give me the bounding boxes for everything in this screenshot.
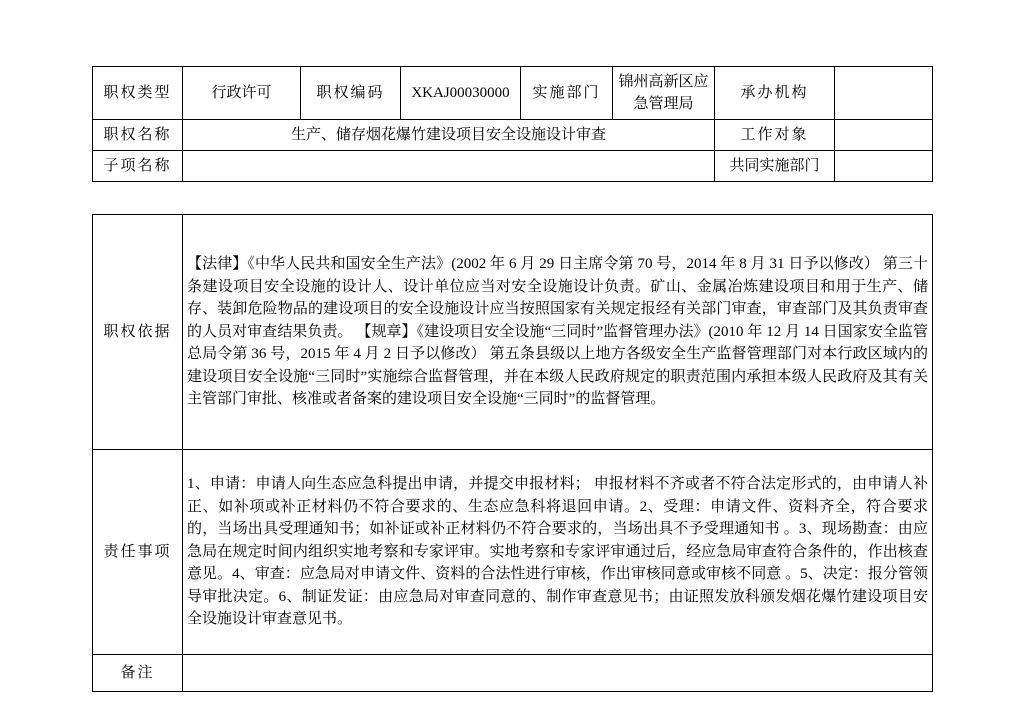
table-row-authority-name (93, 120, 933, 151)
label-remark: 备注 (93, 655, 183, 692)
label-sub-item-name: 子项名称 (93, 151, 183, 182)
label-implementing-department: 实施部门 (521, 67, 613, 120)
table-row-sub-item-name (93, 151, 933, 182)
label-authority-name: 职权名称 (93, 120, 183, 151)
authority-info-table (92, 66, 933, 692)
value-work-object (835, 120, 933, 151)
value-legal-basis: 【法律】《中华人民共和国安全生产法》(2002 年 6 月 29 日主席令第 70 号，2014 年 8 月 31 日予以修改） 第三十条建设项目安全设施的设计人、设计单位应当对安全设施设计负责。矿山、金属冶炼建设项目和用于生产、储存、装卸危险物品的建设项目的安全设施设计应当按照国家有关规定报经有关部门审查，审查部门及其负责审查的人员对审查结果负责。 【规章】《建设项目安全设施“三同时”监督管理办法》(2010 年 12 月 14 日国家安全监管总局令第 36 号，2015 年 4 月 2 日予以修改） 第五条县级以上地方各级安全生产监督管理部门对本行政区域内的建设项目安全设施“三同时”实施综合监督管理，并在本级人民政府规定的职责范围内承担本级人民政府及其有关主管部门审批、核准或者备案的建设项目安全设施“三同时”的监督管理。 (183, 215, 933, 450)
spacer-cell (93, 182, 933, 215)
value-joint-department (835, 151, 933, 182)
table-row-remark (93, 655, 933, 692)
table-row-legal-basis (93, 215, 933, 450)
label-authority-code: 职权编码 (301, 67, 401, 120)
label-duties: 责任事项 (93, 450, 183, 655)
value-duties: 1、申请：申请人向生态应急科提出申请，并提交申报材料； 申报材料不齐或者不符合法定形式的，由申请人补正、如补项或补正材料仍不符合要求的、生态应急科将退回申请。2、受理：申请文件、资料齐全，符合要求的，当场出具受理通知书；如补证或补正材料仍不符合要求的，当场出具不予受理通知书 。3、现场勘查：由应急局在规定时间内组织实地考察和专家评审。实地考察和专家评审通过后，经应急局审查符合条件的，作出核查意见。4、审查：应急局对申请文件、资料的合法性进行审核，作出审核同意或审核不同意 。5、决定：报分管领导审批决定。6、制证发证：由应急局对审查同意的、制作审查意见书；由证照发放科颁发烟花爆竹建设项目安全设施设计审查意见书。 (183, 450, 933, 655)
value-authority-code: XKAJ00030000 (401, 67, 521, 120)
document-page (92, 66, 932, 692)
table-row-spacer (93, 182, 933, 215)
value-remark (183, 655, 933, 692)
label-authority-type: 职权类型 (93, 67, 183, 120)
value-implementing-department: 锦州高新区应急管理局 (613, 67, 715, 120)
value-authority-type: 行政许可 (183, 67, 301, 120)
table-row-duties (93, 450, 933, 655)
value-undertaking-organization (835, 67, 933, 120)
value-authority-name: 生产、储存烟花爆竹建设项目安全设施设计审查 (183, 120, 715, 151)
label-undertaking-organization: 承办机构 (715, 67, 835, 120)
label-joint-department: 共同实施部门 (715, 151, 835, 182)
label-legal-basis: 职权依据 (93, 215, 183, 450)
label-work-object: 工作对象 (715, 120, 835, 151)
table-row-authority-type (93, 67, 933, 120)
value-sub-item-name (183, 151, 715, 182)
